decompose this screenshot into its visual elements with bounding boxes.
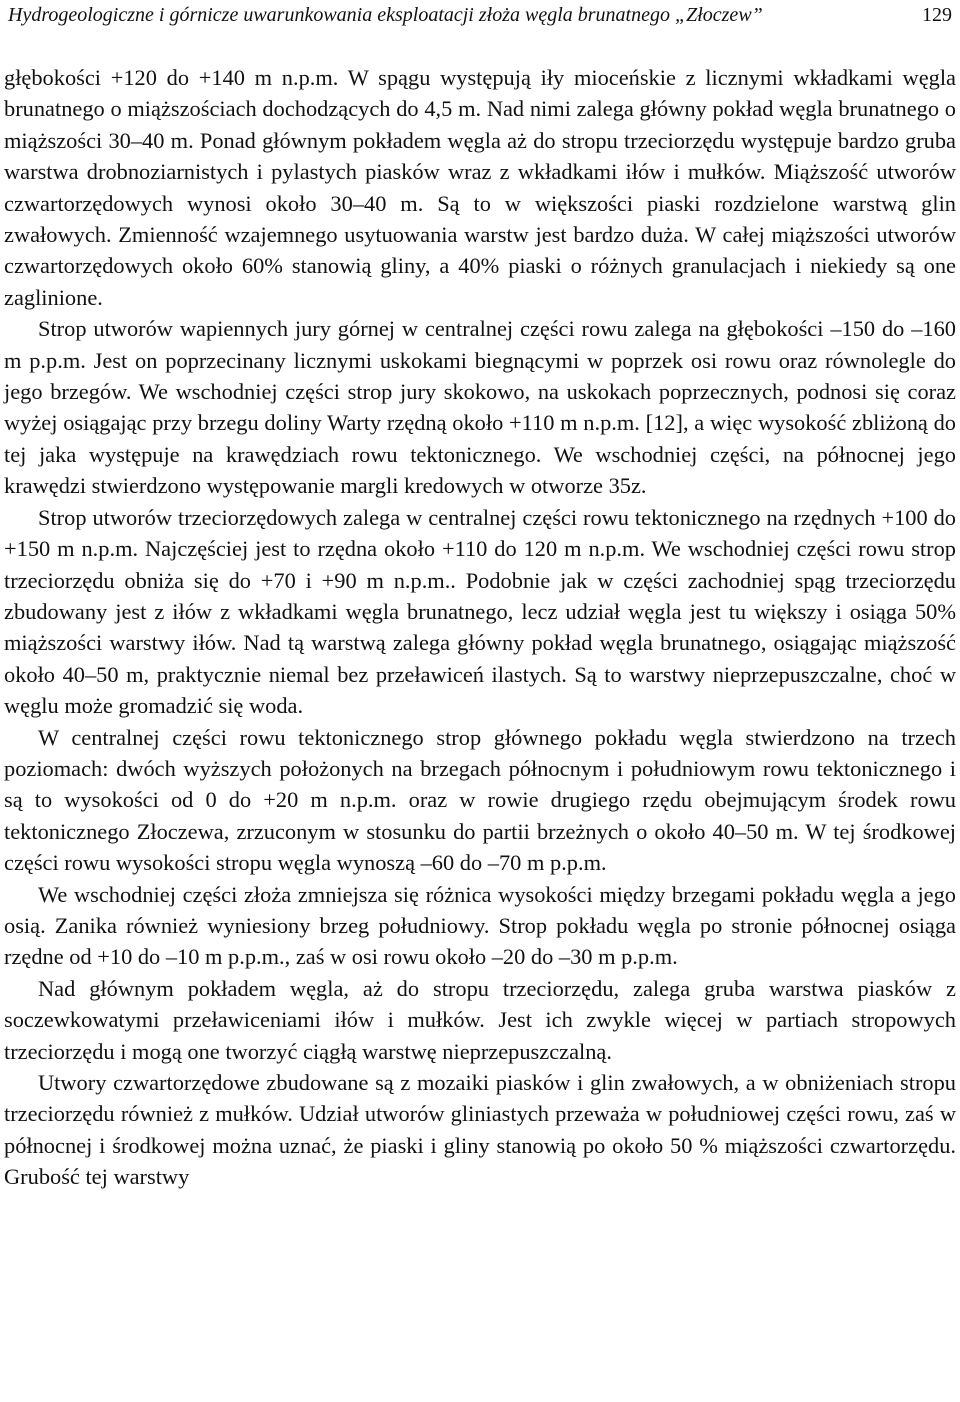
- main-text: [4, 62, 956, 1193]
- running-header: [8, 0, 952, 30]
- paragraph: W centralnej części rowu tektonicznego strop głównego pokładu węgla stwierdzono na trzech poziomach: dwóch wyższych położonych na brzegach północnym i południowym rowu tektonicznego i są to wysokości od 0 do +20 m n.p.m. oraz w rowie drugiego rzędu obejmującym środek rowu tektonicznego Złoczewa, zrzuconym w stosunku do partii brzeżnych o około 40–50 m. W tej środkowej części rowu wysokości stropu węgla wynoszą –60 do –70 m p.p.m.: [4, 724, 956, 876]
- paragraph: We wschodniej części złoża zmniejsza się różnica wysokości między brzegami pokładu węgla a jego osią. Zanika również wyniesiony brzeg południowy. Strop pokładu węgla po stronie północnej osiąga rzędne od +10 do –10 m p.p.m., zaś w osi rowu około –20 do –30 m p.p.m.: [4, 881, 956, 970]
- paragraph: Strop utworów wapiennych jury górnej w centralnej części rowu zalega na głębokości –150 do –160 m p.p.m. Jest on poprzecinany licznymi uskokami biegnącymi w poprzek osi rowu oraz równolegle do jego brzegów. We wschodniej części strop jury skokowo, na uskokach poprzecznych, podnosi się coraz wyżej osiągając przy brzegu doliny Warty rzędną około +110 m n.p.m. [12], a więc wysokość zbliżoną do tej jaka występuje na krawędziach rowu tektonicznego. We wschodniej części, na północnej jego krawędzi stwierdzono występowanie margli kredowych w otworze 35z.: [4, 316, 956, 499]
- paragraph: Utwory czwartorzędowe zbudowane są z mozaiki piasków i glin zwałowych, a w obniżeniach stropu trzeciorzędu również z mułków. Udział utworów gliniastych przeważa w południowej części rowu, zaś w północnej i środkowej można uznać, że piaski i gliny stanowią po około 50 % miąższości czwartorzędu. Grubość tej warstwy: [4, 1070, 956, 1190]
- paragraph: Strop utworów trzeciorzędowych zalega w centralnej części rowu tektonicznego na rzędnych +100 do +150 m n.p.m. Najczęściej jest to rzędna około +110 do 120 m n.p.m. We wschodniej części rowu strop trzeciorzędu obniża się do +70 i +90 m n.p.m.. Podobnie jak w części zachodniej spąg trzeciorzędu zbudowany jest z iłów z wkładkami węgla brunatnego, lecz udział węgla jest tu większy i osiąga 50% miąższości warstwy iłów. Nad tą warstwą zalega główny pokład węgla brunatnego, osiągając miąższość około 40–50 m, praktycznie niemal bez przeławiceń ilastych. Są to warstwy nieprzepuszczalne, choć w węglu może gromadzić się woda.: [4, 504, 956, 719]
- page-number: 129: [922, 4, 952, 26]
- paragraph: Nad głównym pokładem węgla, aż do stropu trzeciorzędu, zalega gruba warstwa piasków z soczewkowatymi przeławiceniami iłów i mułków. Jest ich zwykle więcej w partiach stropowych trzeciorzędu i mogą one tworzyć ciągłą warstwę nieprzepuszczalną.: [4, 975, 956, 1064]
- running-title: Hydrogeologiczne i górnicze uwarunkowania eksploatacji złoża węgla brunatnego „Złoczew”: [8, 4, 763, 26]
- paragraph: głębokości +120 do +140 m n.p.m. W spągu występują iły mioceńskie z licznymi wkładkami węgla brunatnego o miąższościach dochodzących do 4,5 m. Nad nimi zalega główny pokład węgla brunatnego o miąższości 30–40 m. Ponad głównym pokładem węgla aż do stropu trzeciorzędu występuje bardzo gruba warstwa drobnoziarnistych i pylastych piasków wraz z wkładkami iłów i mułków. Miąższość utworów czwartorzędowych wynosi około 30–40 m. Są to w większości piaski rozdzielone warstwą glin zwałowych. Zmienność wzajemnego usytuowania warstw jest bardzo duża. W całej miąższości utworów czwartorzędowych około 60% stanowią gliny, a 40% piaski o różnych granulacjach i niekiedy są one zaglinione.: [4, 65, 956, 310]
